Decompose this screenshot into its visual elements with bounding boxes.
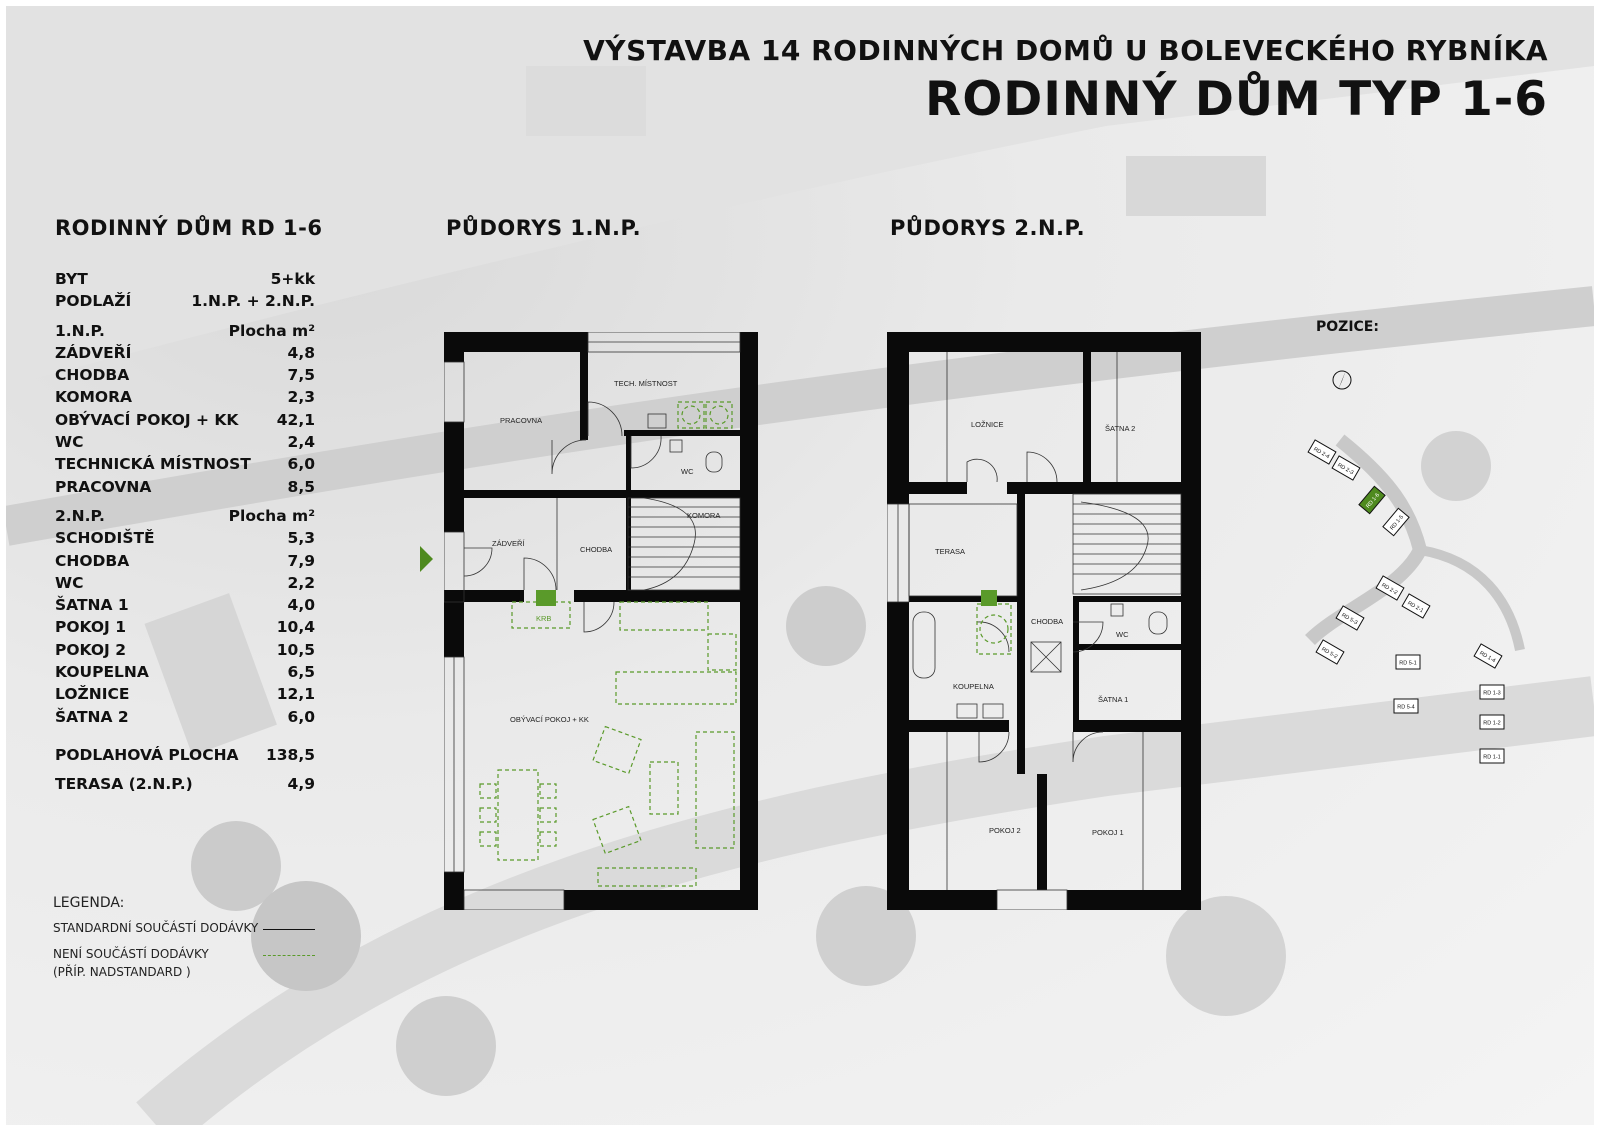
room-label-tech: TECH. MÍSTNOST bbox=[614, 379, 678, 388]
room-area: 42,1 bbox=[276, 410, 315, 429]
plot-rd-2-1 bbox=[1402, 594, 1430, 618]
plot-label: RD 5-1 bbox=[1399, 660, 1417, 667]
furniture-1np bbox=[480, 402, 736, 886]
floor2-room-row bbox=[55, 706, 315, 728]
room-label-satna1: ŠATNA 1 bbox=[1098, 695, 1129, 704]
room-area: 2,2 bbox=[287, 573, 315, 592]
floor2-room-row bbox=[55, 616, 315, 638]
room-name: CHODBA bbox=[55, 366, 130, 385]
terrace-row bbox=[55, 773, 315, 795]
plot-label: RD 5-3 bbox=[1340, 612, 1359, 627]
entrance-arrow-icon bbox=[420, 546, 434, 572]
floor1-header-row bbox=[55, 320, 315, 342]
legend-nonstandard-note: (PŘÍP. NADSTANDARD ) bbox=[53, 965, 191, 979]
fireplace-symbol-icon bbox=[536, 590, 556, 606]
legend bbox=[53, 895, 315, 983]
room-name: OBÝVACÍ POKOJ + KK bbox=[55, 410, 239, 429]
plot-label: RD 1-2 bbox=[1483, 720, 1501, 727]
doors-windows-1np bbox=[444, 332, 740, 910]
plot-group bbox=[1308, 440, 1504, 763]
plan1-title: PŮDORYS 1.N.P. bbox=[446, 216, 642, 240]
room-area: 5,3 bbox=[287, 529, 315, 548]
legend-nonstandard-label: NENÍ SOUČÁSTÍ DODÁVKY bbox=[53, 947, 209, 961]
room-name: LOŽNICE bbox=[55, 685, 130, 704]
legend-standard-label: STANDARDNÍ SOUČÁSTÍ DODÁVKY bbox=[53, 921, 259, 935]
floor1-room-row bbox=[55, 409, 315, 431]
floor2-room-list bbox=[55, 527, 315, 728]
room-name: POKOJ 1 bbox=[55, 618, 126, 637]
room-area: 7,5 bbox=[287, 366, 315, 385]
plot-label: RD 2-4 bbox=[1312, 446, 1331, 461]
plot-label: RD 1-6 bbox=[1365, 492, 1382, 510]
plot-label: RD 1-5 bbox=[1389, 514, 1406, 532]
byt-label: BYT bbox=[55, 270, 88, 288]
staircase-1np bbox=[628, 498, 740, 590]
room-label-chodba: CHODBA bbox=[1031, 617, 1064, 626]
terrace-label: TERASA (2.N.P.) bbox=[55, 775, 193, 794]
plot-label: RD 5-4 bbox=[1397, 704, 1415, 711]
room-area: 12,1 bbox=[276, 685, 315, 704]
byt-row bbox=[55, 268, 315, 290]
legend-title: LEGENDA: bbox=[53, 895, 125, 911]
room-name: SCHODIŠTĚ bbox=[55, 529, 155, 548]
floor2-room-row bbox=[55, 639, 315, 661]
floor-plan-2np bbox=[887, 332, 1201, 910]
floor2-room-row bbox=[55, 550, 315, 572]
floor-plan-1np bbox=[444, 332, 758, 910]
floor2-area-header: Plocha m² bbox=[228, 506, 315, 525]
legend-standard bbox=[53, 921, 315, 939]
north-arrow-icon bbox=[1333, 370, 1351, 390]
room-name: ŠATNA 2 bbox=[55, 707, 129, 726]
room-area: 6,0 bbox=[287, 455, 315, 474]
room-label-chodba: CHODBA bbox=[580, 545, 613, 554]
legend-nonstandard bbox=[53, 947, 315, 965]
floor2-room-row bbox=[55, 527, 315, 549]
floor-area-value: 138,5 bbox=[265, 745, 315, 764]
plan2-title: PŮDORYS 2.N.P. bbox=[890, 216, 1086, 240]
plot-label: RD 5-2 bbox=[1320, 646, 1339, 661]
room-label-pracovna: PRACOVNA bbox=[500, 416, 543, 425]
floor2-room-row bbox=[55, 683, 315, 705]
plot-rd-1-3 bbox=[1480, 685, 1504, 699]
plot-label: RD 1-1 bbox=[1483, 754, 1501, 761]
floor1-area-header: Plocha m² bbox=[228, 321, 315, 340]
room-area: 4,8 bbox=[287, 343, 315, 362]
floor1-room-row bbox=[55, 342, 315, 364]
terrace-value: 4,9 bbox=[287, 775, 315, 794]
room-label-koupelna: KOUPELNA bbox=[953, 682, 994, 691]
furniture-2np bbox=[977, 604, 1011, 654]
floor2-room-row bbox=[55, 594, 315, 616]
floor1-room-row bbox=[55, 476, 315, 498]
room-label-loznice: LOŽNICE bbox=[971, 420, 1004, 429]
plot-rd-5-4 bbox=[1394, 699, 1418, 713]
plot-rd-1-2 bbox=[1480, 715, 1504, 729]
floor1-label: 1.N.P. bbox=[55, 321, 105, 340]
dashed-line-symbol bbox=[263, 955, 315, 956]
plot-label: RD 2-3 bbox=[1336, 462, 1355, 477]
room-name: PRACOVNA bbox=[55, 477, 152, 496]
room-label-obyvaci: OBÝVACÍ POKOJ + KK bbox=[510, 715, 589, 724]
room-label-krb: KRB bbox=[536, 614, 552, 623]
house-type-title: RODINNÝ DŮM TYP 1-6 bbox=[925, 72, 1548, 127]
doors-windows-2np bbox=[887, 352, 1181, 910]
room-label-terasa: TERASA bbox=[935, 547, 966, 556]
shower-symbol-icon bbox=[981, 590, 997, 606]
staircase-2np bbox=[1073, 494, 1181, 594]
room-area: 6,0 bbox=[287, 707, 315, 726]
room-area: 2,4 bbox=[287, 433, 315, 452]
room-label-wc: WC bbox=[681, 467, 694, 476]
podlazi-label: PODLAŽÍ bbox=[55, 292, 132, 311]
info-title: RODINNÝ DŮM RD 1-6 bbox=[55, 216, 323, 240]
floor2-header-row bbox=[55, 505, 315, 527]
floor1-room-row bbox=[55, 431, 315, 453]
floor-area-row bbox=[55, 744, 315, 766]
room-label-pokoj2: POKOJ 2 bbox=[989, 826, 1021, 835]
podlazi-row bbox=[55, 290, 315, 312]
room-label-pokoj1: POKOJ 1 bbox=[1092, 828, 1124, 837]
floor1-room-row bbox=[55, 386, 315, 408]
room-area: 7,9 bbox=[287, 551, 315, 570]
room-area: 10,5 bbox=[276, 640, 315, 659]
plot-rd-5-2 bbox=[1316, 640, 1344, 664]
room-area: 10,4 bbox=[276, 618, 315, 637]
floor1-room-row bbox=[55, 453, 315, 475]
floor-area-label: PODLAHOVÁ PLOCHA bbox=[55, 745, 239, 764]
area-table bbox=[55, 268, 315, 796]
floor1-room-list bbox=[55, 342, 315, 498]
room-label-wc: WC bbox=[1116, 630, 1129, 639]
room-name: ŠATNA 1 bbox=[55, 596, 129, 615]
room-name: WC bbox=[55, 573, 84, 592]
plot-label: RD 2-2 bbox=[1380, 582, 1399, 597]
room-area: 4,0 bbox=[287, 596, 315, 615]
plot-label: RD 1-4 bbox=[1478, 650, 1497, 665]
room-name: CHODBA bbox=[55, 551, 130, 570]
plot-rd-1-1 bbox=[1480, 749, 1504, 763]
plot-rd-2-4 bbox=[1308, 440, 1336, 464]
room-label-zadveri: ZÁDVEŘÍ bbox=[492, 539, 525, 548]
room-name: KOUPELNA bbox=[55, 663, 149, 682]
room-area: 2,3 bbox=[287, 388, 315, 407]
floor2-label: 2.N.P. bbox=[55, 506, 105, 525]
room-area: 8,5 bbox=[287, 477, 315, 496]
project-title: VÝSTAVBA 14 RODINNÝCH DOMŮ U BOLEVECKÉHO RYBNÍKA bbox=[583, 34, 1548, 67]
floor1-room-row bbox=[55, 364, 315, 386]
room-name: KOMORA bbox=[55, 388, 133, 407]
plot-rd-1-4 bbox=[1474, 644, 1502, 668]
byt-value: 5+kk bbox=[270, 270, 315, 288]
position-label: POZICE: bbox=[1316, 319, 1379, 335]
room-label-komora: KOMORA bbox=[687, 511, 721, 520]
floor2-room-row bbox=[55, 661, 315, 683]
position-site-map bbox=[1280, 360, 1550, 780]
room-name: WC bbox=[55, 433, 84, 452]
podlazi-value: 1.N.P. + 2.N.P. bbox=[191, 292, 315, 311]
site-road bbox=[1310, 440, 1420, 640]
room-name: POKOJ 2 bbox=[55, 640, 126, 659]
plot-label: RD 1-3 bbox=[1483, 690, 1501, 697]
plot-rd-5-1 bbox=[1396, 655, 1420, 669]
room-label-satna2: ŠATNA 2 bbox=[1105, 424, 1136, 433]
room-name: ZÁDVEŘÍ bbox=[55, 343, 132, 362]
floor2-room-row bbox=[55, 572, 315, 594]
plot-rd-1-6 bbox=[1359, 486, 1385, 513]
room-area: 6,5 bbox=[287, 663, 315, 682]
room-name: TECHNICKÁ MÍSTNOST bbox=[55, 455, 251, 474]
solid-line-symbol bbox=[263, 929, 315, 930]
plot-label: RD 2-1 bbox=[1406, 600, 1425, 615]
